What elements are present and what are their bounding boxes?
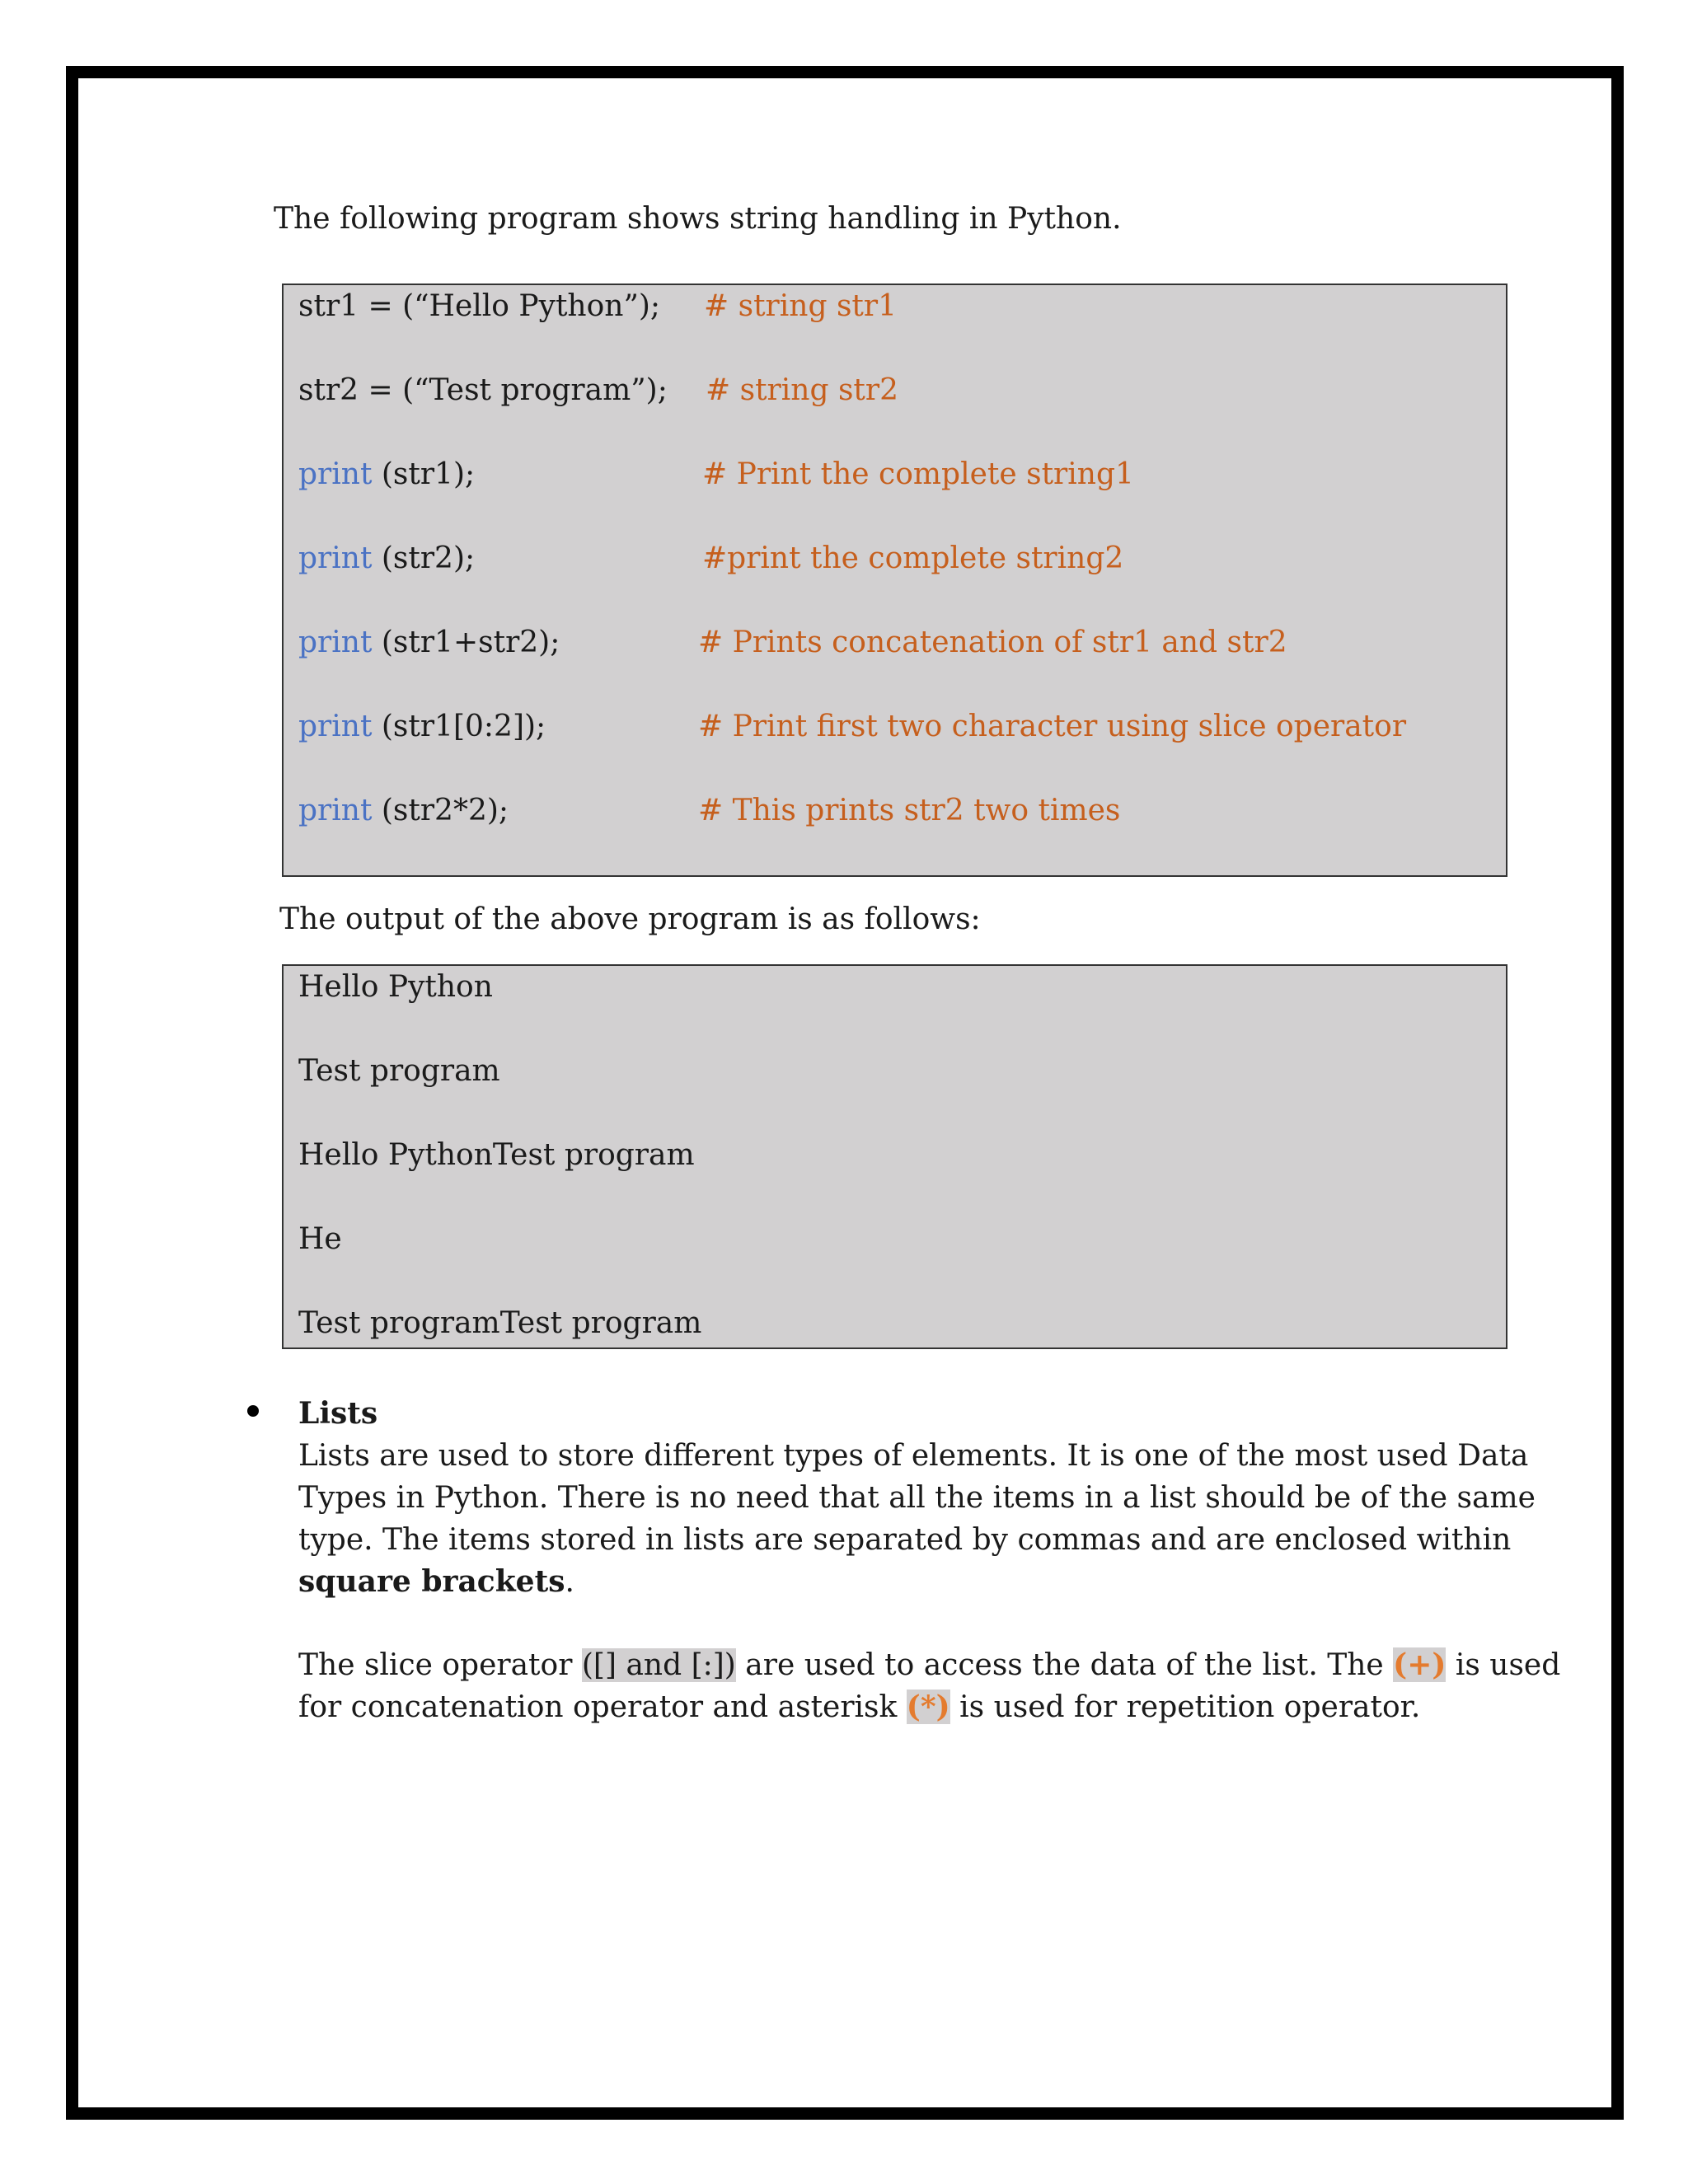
code-line: print (str1+str2); [298,626,560,659]
lists-paragraph-1: Lists are used to store different types of elements. It is one of the most used Data Types in Python. There is no need that all the items in a list should be of the same type. The items stored in lists are separated by commas and are enclosed within square brackets. [298,1439,1536,1599]
output-block [282,964,1507,1349]
code-comment: # string str2 [706,373,898,407]
code-block [282,284,1507,877]
output-line: He [298,1222,342,1256]
slice-operator-highlight: ([] and [:]) [581,1648,736,1682]
code-comment: # string str1 [704,289,897,323]
code-line: print (str1[0:2]); [298,710,546,743]
asterisk-operator-highlight: (*) [906,1690,950,1724]
code-line: str2 = (“Test program”); [298,373,668,407]
code-line: print (str2); [298,541,476,575]
code-comment: # Print first two character using slice operator [698,710,1407,743]
code-line: str1 = (“Hello Python”); [298,289,661,323]
intro-text: The following program shows string handling in Python. [274,202,1122,236]
plus-operator-highlight: (+) [1393,1647,1447,1682]
output-line: Test programTest program [298,1306,702,1340]
code-comment: #print the complete string2 [702,541,1124,575]
code-comment: # Prints concatenation of str1 and str2 [698,626,1287,659]
output-line: Test program [298,1054,500,1088]
code-comment: # Print the complete string1 [702,457,1134,491]
bullet-icon [247,1405,259,1417]
output-line: Hello Python [298,970,493,1004]
output-line: Hello PythonTest program [298,1138,695,1172]
code-line: print (str1); [298,457,476,491]
lists-heading: Lists [298,1396,378,1431]
lists-paragraph-2: The slice operator ([] and [:]) are used to access the data of the list. The (+) is used for concatenation operator and asterisk (*) is used for repetition operator. [298,1647,1561,1724]
code-comment: # This prints str2 two times [698,794,1121,827]
output-intro-text: The output of the above program is as follows: [279,902,981,936]
code-line: print (str2*2); [298,794,509,827]
